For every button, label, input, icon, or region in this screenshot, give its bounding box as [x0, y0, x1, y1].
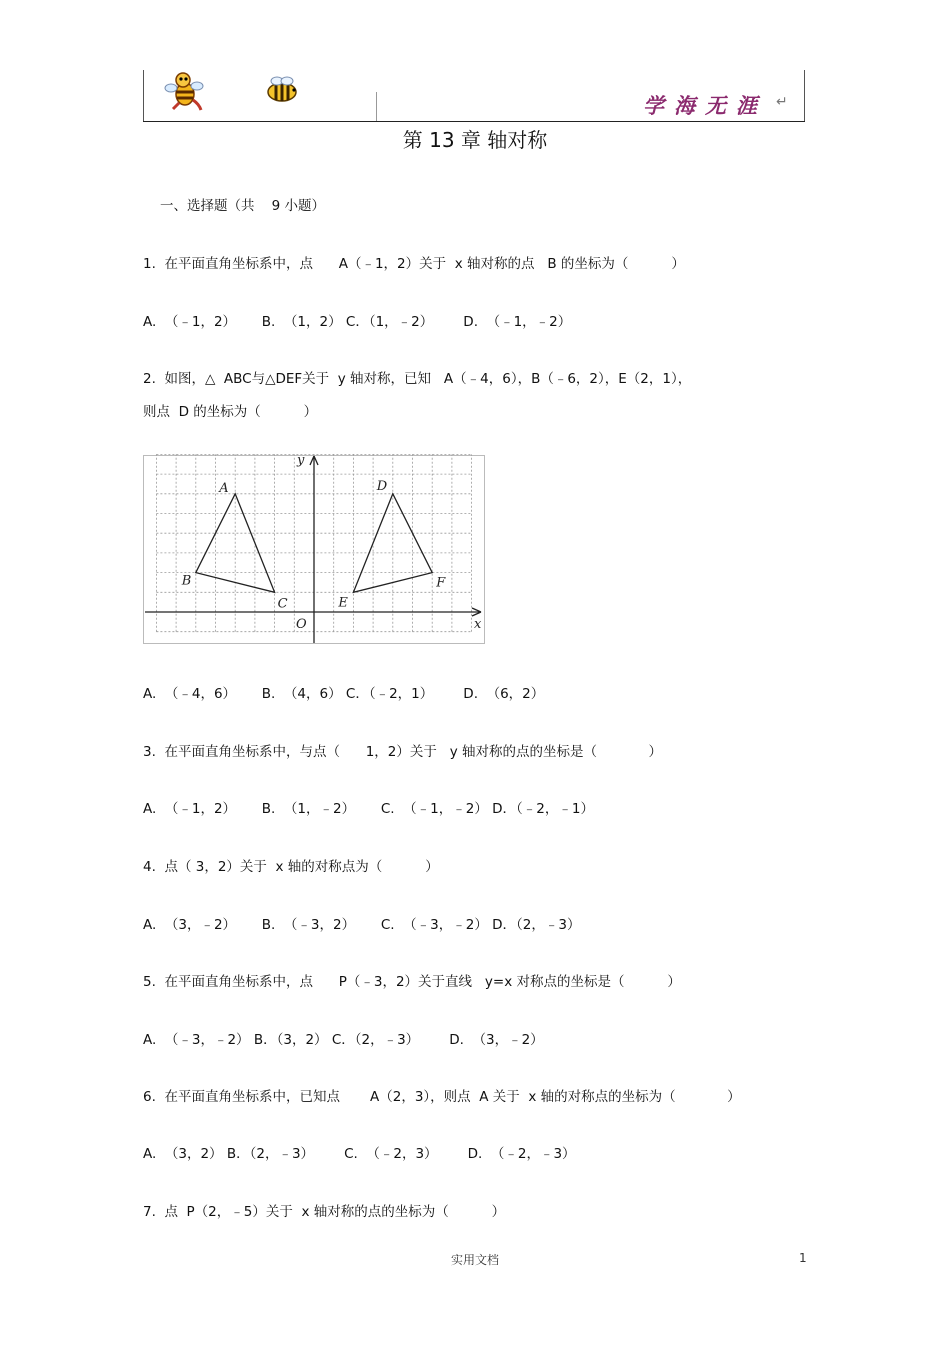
question-5-options: A. （﹣3，﹣2） B．（3，2） C．（2，﹣3） D. （3，﹣2） [143, 1032, 544, 1048]
label-b: B [181, 573, 192, 589]
label-x-axis: x [474, 617, 482, 632]
question-4-stem: 4. 点（ 3，2）关于 x 轴的对称点为（ ） [143, 859, 439, 875]
question-4-options: A. （3，﹣2） B. （﹣3，2） C. （﹣3，﹣2） D．（2，﹣3） [143, 917, 581, 933]
brand-logo-text: 学海无涯 [643, 93, 767, 118]
footer-label: 实用文档 [450, 1253, 499, 1267]
bee-small-icon [263, 76, 301, 104]
question-2-options: A. （﹣4，6） B. （4，6） C．（﹣2，1） D. （6，2） [143, 686, 545, 702]
coordinate-figure [143, 450, 488, 645]
label-c: C [277, 596, 288, 612]
label-y-axis: y [297, 453, 305, 468]
header-divider [376, 92, 377, 122]
header-right-rule [804, 70, 805, 122]
page-number: 1 [799, 1251, 807, 1265]
section-heading: 一、选择题（共 9 小题） [160, 198, 326, 214]
question-1-stem: 1. 在平面直角坐标系中，点 A（﹣1，2）关于 x 轴对称的点 B 的坐标为（ ） [143, 256, 685, 272]
question-3-stem: 3. 在平面直角坐标系中，与点（ 1，2）关于 y 轴对称的点的坐标是（ ） [143, 744, 663, 760]
label-origin: O [296, 617, 307, 632]
header-underline [143, 121, 805, 122]
paragraph-mark: ↵ [776, 94, 788, 110]
question-6-options: A. （3，2） B．（2，﹣3） C. （﹣2，3） D. （﹣2，﹣3） [143, 1146, 576, 1162]
label-e: E [338, 595, 348, 611]
question-3-options: A. （﹣1，2） B. （1，﹣2） C. （﹣1，﹣2） D．（﹣2，﹣1） [143, 801, 594, 817]
bee-cartoon-icon [163, 70, 205, 112]
question-2-stem-continued: 则点 D 的坐标为（ ） [143, 404, 318, 420]
question-6-stem: 6. 在平面直角坐标系中，已知点 A（2，3），则点 A 关于 x 轴的对称点的坐标为（ ） [143, 1089, 741, 1105]
label-f: F [436, 575, 446, 591]
question-1-options: A. （﹣1，2） B. （1，2） C．（1，﹣2） D. （﹣1，﹣2） [143, 314, 572, 330]
question-2-stem: 2. 如图，△ ABC与△DEF关于 y 轴对称，已知 A（﹣4，6），B（﹣6，2），E（2，1）， [143, 371, 692, 387]
chapter-title: 第 13 章 轴对称 [402, 128, 548, 152]
label-a: A [219, 480, 229, 496]
question-7-stem: 7. 点 P（2，﹣5）关于 x 轴对称的点的坐标为（ ） [143, 1204, 506, 1220]
question-5-stem: 5. 在平面直角坐标系中，点 P（﹣3，2）关于直线 y=x 对称点的坐标是（ ） [143, 974, 681, 990]
label-d: D [376, 478, 388, 494]
header-left-rule [143, 70, 144, 122]
